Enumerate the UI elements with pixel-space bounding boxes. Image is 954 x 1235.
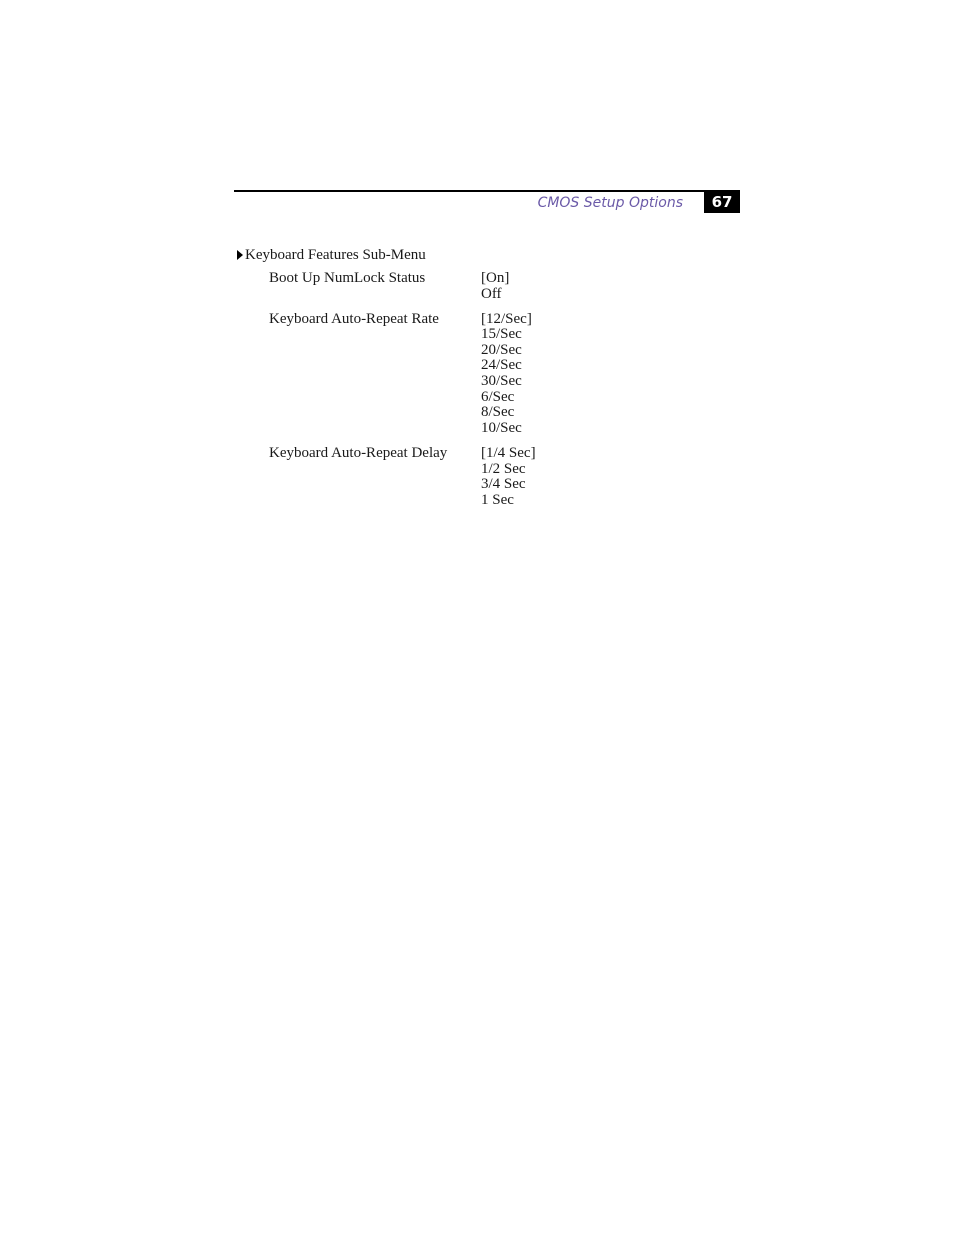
option-values (481, 446, 536, 508)
option-label: Boot Up NumLock Status (269, 270, 426, 286)
option-row-repeat-rate (269, 312, 669, 437)
section-heading-text: Keyboard Features Sub-Menu (245, 247, 426, 263)
option-value: 15/Sec (481, 326, 522, 343)
option-values (481, 312, 532, 437)
option-value: 30/Sec (481, 373, 522, 390)
header-rule (234, 190, 740, 192)
option-value: 1 Sec (481, 491, 514, 508)
option-value: 20/Sec (481, 341, 522, 358)
option-value: 8/Sec (481, 404, 515, 421)
page-number: 67 (704, 191, 740, 213)
section-heading (236, 246, 426, 264)
option-value: 10/Sec (481, 419, 522, 436)
option-value: [12/Sec] (481, 310, 532, 327)
option-value: Off (481, 285, 502, 302)
option-label: Keyboard Auto-Repeat Delay (269, 444, 448, 461)
option-row-repeat-delay (269, 446, 669, 508)
options-list (269, 271, 669, 518)
option-value: [1/4 Sec] (481, 444, 536, 461)
option-value: 1/2 Sec (481, 460, 526, 477)
option-value: 6/Sec (481, 388, 515, 405)
option-value: 3/4 Sec (481, 476, 526, 493)
option-values (481, 271, 509, 302)
header-title: CMOS Setup Options (537, 195, 683, 211)
option-value: [On] (481, 270, 510, 286)
option-row-numlock (269, 271, 669, 302)
option-value: 24/Sec (481, 357, 522, 374)
option-label: Keyboard Auto-Repeat Rate (269, 310, 439, 327)
triangle-right-icon (237, 250, 243, 260)
